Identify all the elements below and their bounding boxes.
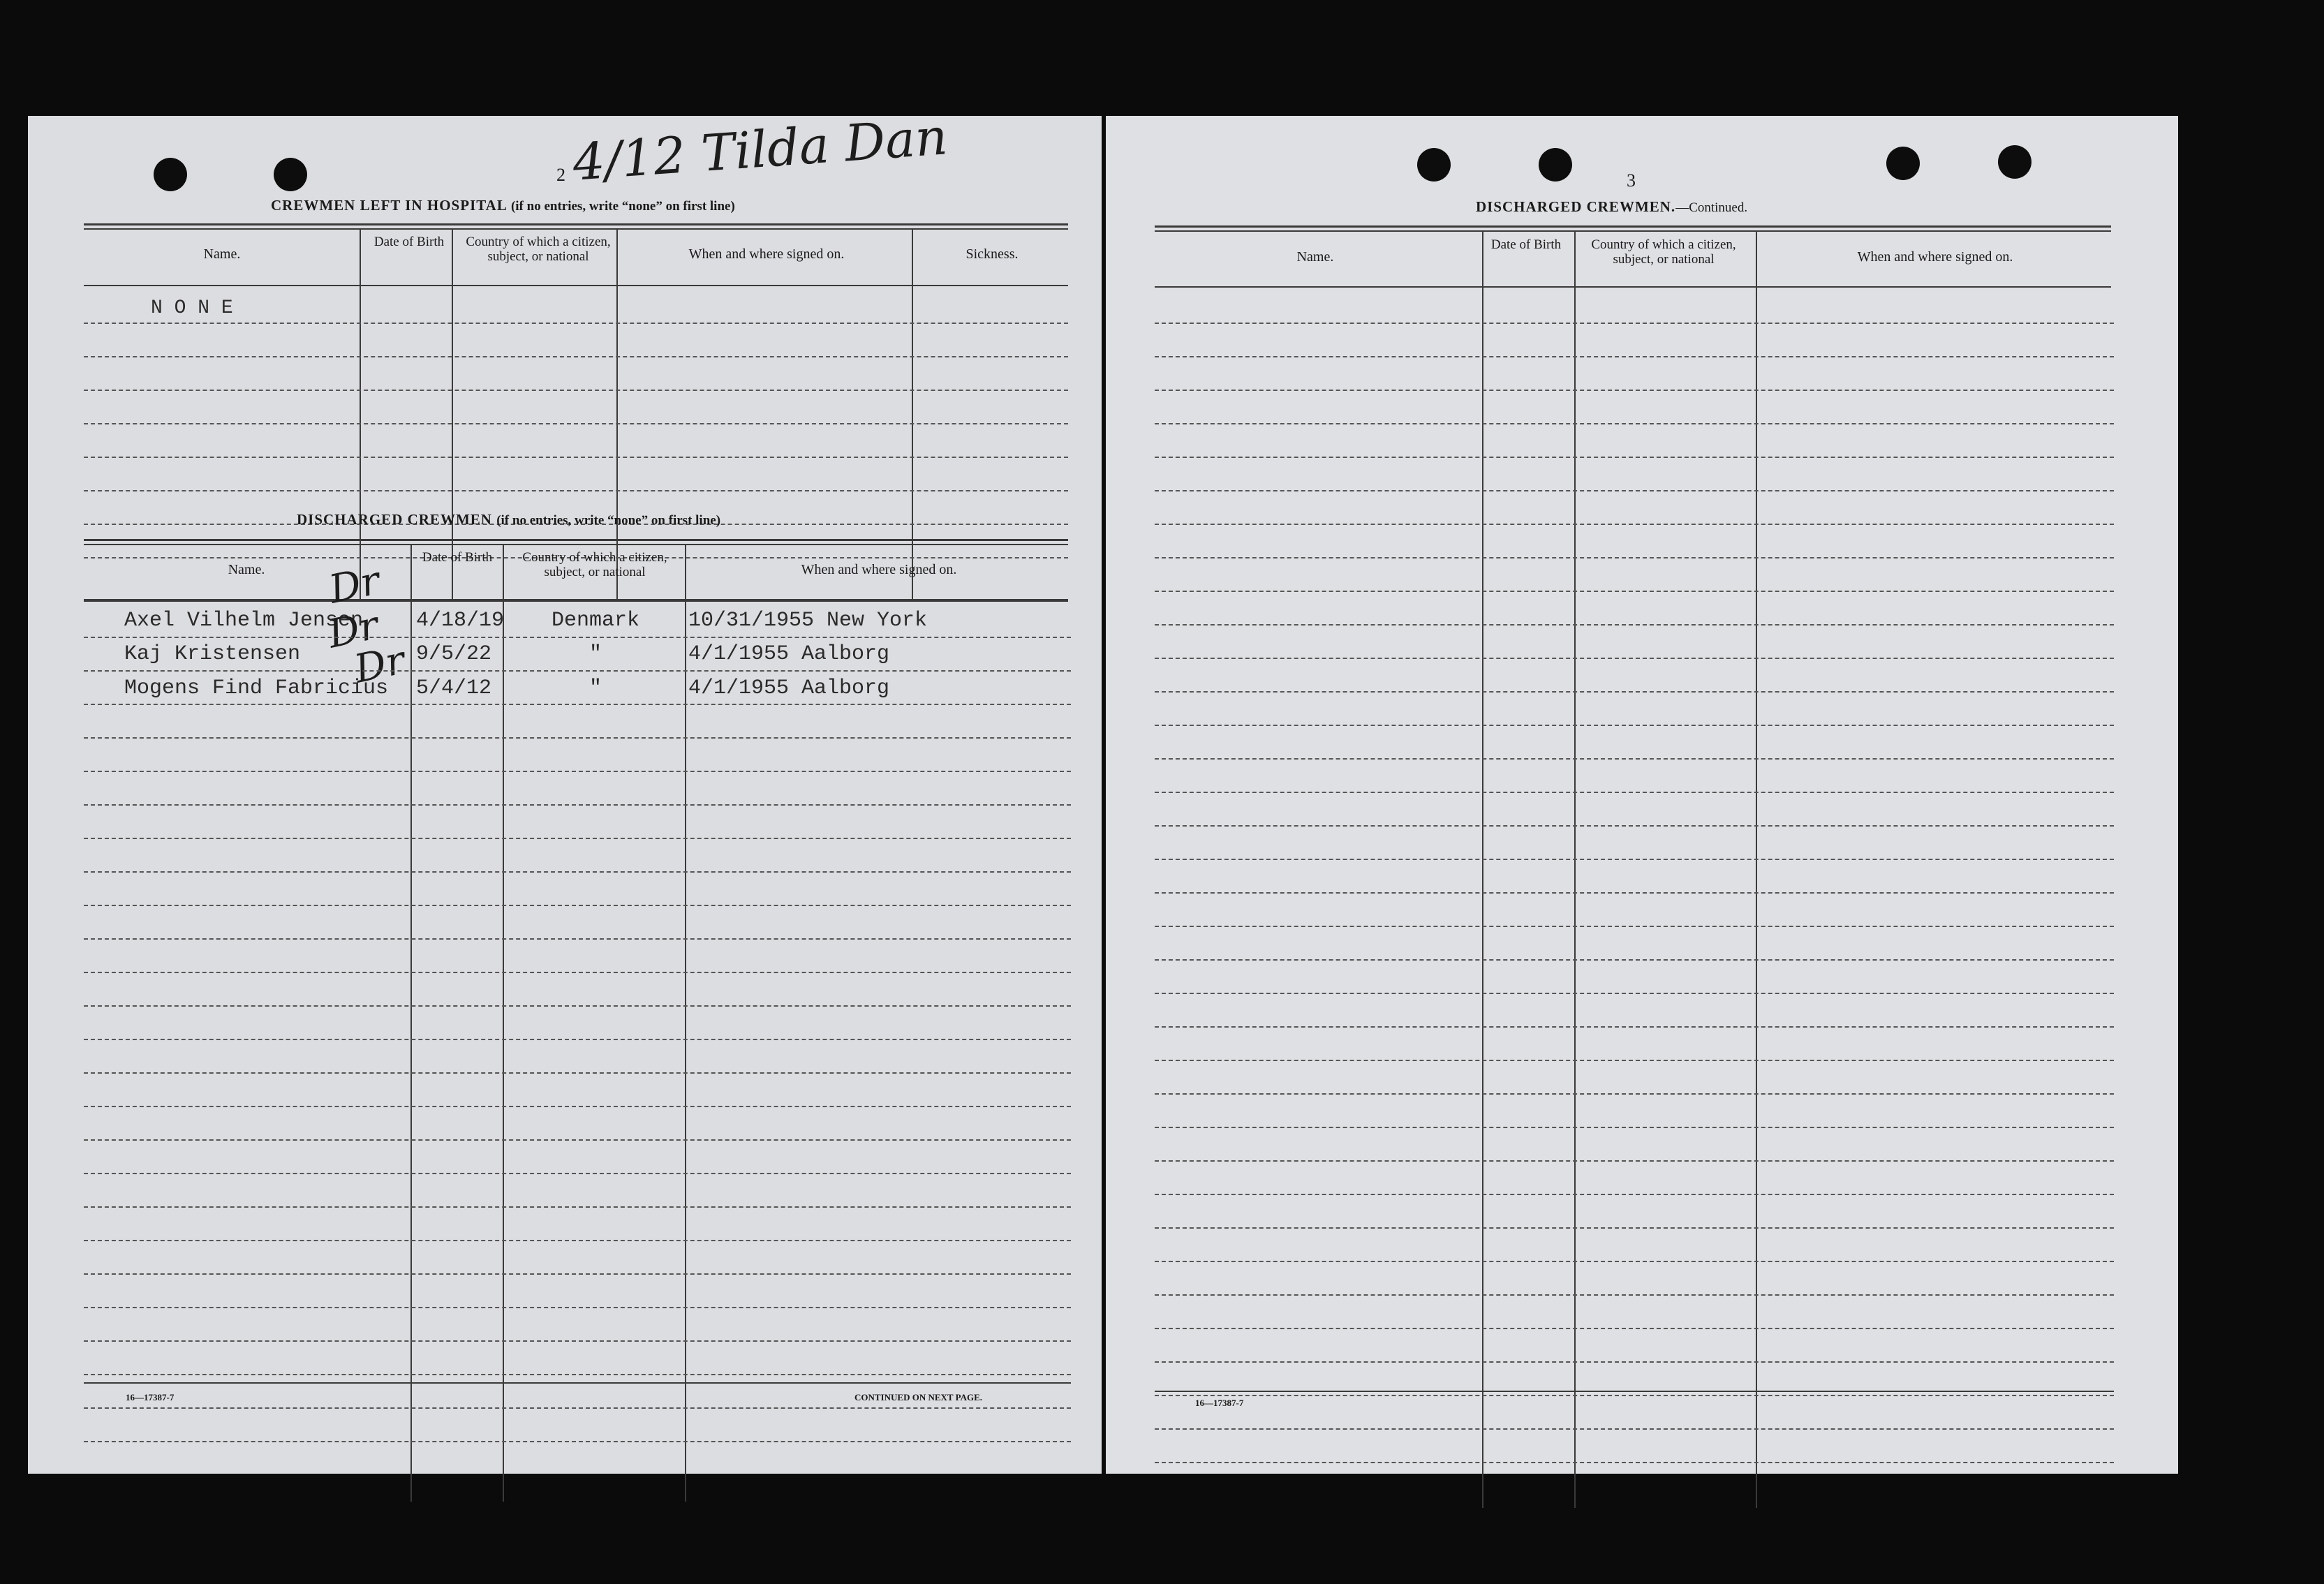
ruled-line [84, 1139, 1071, 1141]
crew-name: Mogens Find Fabricius [124, 676, 389, 700]
punch-hole [1886, 147, 1920, 180]
ruled-line [84, 972, 1071, 973]
discharged-continued-title: DISCHARGED CREWMEN.—Continued. [1476, 198, 1748, 215]
page-number: 3 [1627, 170, 1636, 191]
right-page [1106, 116, 2178, 1474]
crew-signed-on: 4/1/1955 Aalborg [688, 642, 890, 666]
discharged-section-title: DISCHARGED CREWMEN (if no entries, write “none” on first line) [297, 511, 721, 528]
crew-dob: 4/18/19 [416, 609, 505, 632]
ruled-line [84, 670, 1071, 672]
ruled-line [1155, 1462, 2114, 1463]
ruled-line [84, 1307, 1071, 1308]
hospital-col-dob: Date of Birth [373, 235, 445, 249]
ruled-line [1155, 1428, 2114, 1430]
ruled-line [1155, 993, 2114, 994]
punch-hole [274, 158, 307, 191]
ruled-line [1155, 892, 2114, 894]
ruled-line [84, 1005, 1071, 1007]
ruled-line [84, 938, 1071, 940]
continued-note: CONTINUED ON NEXT PAGE. [854, 1392, 982, 1402]
ruled-line [84, 1441, 1071, 1442]
ruled-line [84, 871, 1071, 873]
ruled-line [84, 1173, 1071, 1174]
page-number: 2 [556, 165, 565, 185]
punch-hole [1998, 145, 2031, 179]
ruled-line [1155, 725, 2114, 726]
right-col-dob: Date of Birth [1490, 237, 1562, 252]
ruled-line [1155, 1127, 2114, 1128]
ruled-line [84, 637, 1071, 638]
ruled-line [84, 1206, 1071, 1208]
ruled-line [1155, 959, 2114, 961]
ruled-line [84, 1072, 1071, 1074]
crew-mark: Dr [324, 602, 383, 658]
ruled-line [84, 1340, 1071, 1342]
ruled-line [84, 838, 1071, 839]
form-number: 16—17387-7 [126, 1392, 175, 1402]
crew-country: " [589, 642, 602, 666]
ruled-line [84, 1240, 1071, 1241]
crew-dob: 9/5/22 [416, 642, 492, 666]
ruled-line [1155, 591, 2114, 592]
ruled-line [84, 1273, 1071, 1275]
ruled-line [1155, 524, 2114, 525]
ruled-line [84, 905, 1071, 906]
ruled-line [84, 704, 1071, 705]
ruled-line [1155, 658, 2114, 659]
discharged-col-name: Name. [228, 562, 265, 577]
left-page [28, 107, 1102, 1474]
ruled-line [1155, 1026, 2114, 1028]
table-bottom-rule [1155, 1391, 2114, 1392]
ruled-line [1155, 1361, 2114, 1363]
crew-signed-on: 10/31/1955 New York [688, 609, 928, 632]
discharged-col-dob: Date of Birth [422, 550, 493, 565]
hospital-section-title: CREWMEN LEFT IN HOSPITAL (if no entries, write “none” on first line) [271, 197, 735, 214]
ruled-line [1155, 1395, 2114, 1396]
ruled-line [1155, 691, 2114, 693]
ruled-line [1155, 1060, 2114, 1061]
right-col-country: Country of which a citizen, subject, or national [1591, 237, 1736, 267]
crew-mark: Dr [350, 637, 409, 693]
ruled-line [84, 1374, 1071, 1375]
crew-name: Axel Vilhelm Jensen [124, 609, 364, 632]
crew-signed-on: 4/1/1955 Aalborg [688, 676, 890, 700]
ruled-line [1155, 1227, 2114, 1229]
hospital-col-signed-on: When and where signed on. [688, 246, 845, 262]
ruled-line [1155, 624, 2114, 626]
ruled-line [1155, 457, 2114, 458]
ruled-line [1155, 1261, 2114, 1262]
ruled-line [1155, 1328, 2114, 1329]
ruled-line [84, 771, 1071, 772]
ruled-line [84, 804, 1071, 806]
hospital-col-country: Country of which a citizen, subject, or national [466, 235, 611, 264]
ruled-line [1155, 926, 2114, 927]
ruled-line [84, 1407, 1071, 1409]
ruled-line [1155, 1294, 2114, 1296]
ruled-line [1155, 490, 2114, 491]
table-bottom-rule [84, 1382, 1071, 1384]
ruled-line [1155, 859, 2114, 860]
discharged-col-signed-on: When and where signed on. [801, 562, 957, 577]
form-number: 16—17387-7 [1195, 1398, 1244, 1408]
ruled-line [1155, 758, 2114, 760]
hospital-entry-none: N O N E [151, 297, 233, 319]
crew-country: " [589, 676, 602, 700]
ruled-line [1155, 390, 2114, 391]
crew-dob: 5/4/12 [416, 676, 492, 700]
ruled-line [1155, 557, 2114, 558]
ruled-line [1155, 825, 2114, 827]
ruled-line [84, 737, 1071, 739]
punch-hole [1417, 148, 1451, 182]
crew-name: Kaj Kristensen [124, 642, 301, 666]
right-col-name: Name. [1296, 249, 1334, 265]
punch-hole [154, 158, 187, 191]
right-col-signed-on: When and where signed on. [1857, 249, 2013, 265]
ruled-line [1155, 1093, 2114, 1095]
ruled-line [1155, 1160, 2114, 1162]
ruled-line [84, 1039, 1071, 1040]
crew-country: Denmark [552, 609, 640, 632]
ruled-line [1155, 356, 2114, 357]
crew-mark: Dr [325, 558, 384, 613]
ruled-line [84, 1106, 1071, 1107]
hospital-col-sickness: Sickness. [965, 246, 1019, 262]
punch-hole [1539, 148, 1572, 182]
handwritten-note: 4/12 Tilda Dan [570, 107, 949, 192]
ruled-line [1155, 323, 2114, 324]
hospital-col-name: Name. [203, 246, 241, 262]
ruled-line [1155, 1194, 2114, 1195]
ruled-line [1155, 423, 2114, 424]
ruled-line [1155, 792, 2114, 793]
discharged-col-country: Country of which a citizen, subject, or national [522, 550, 667, 579]
